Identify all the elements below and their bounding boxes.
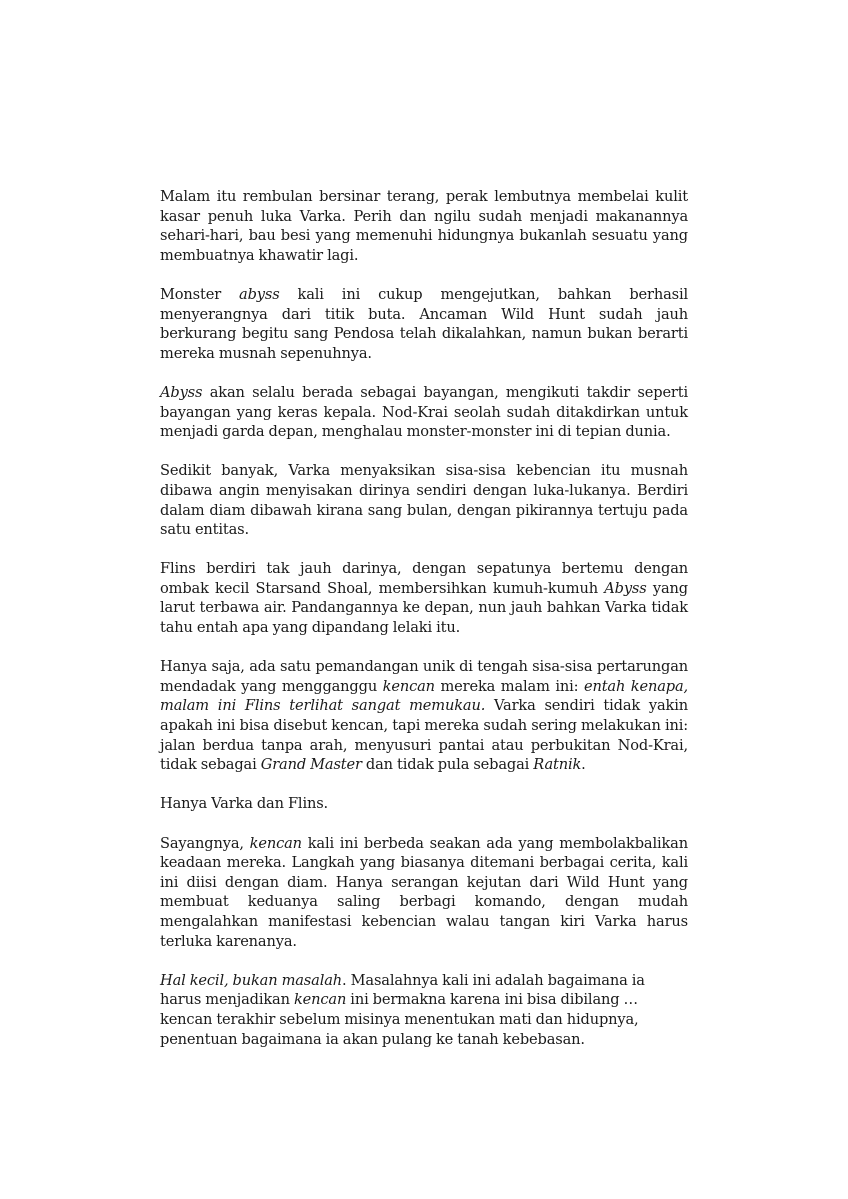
italic-text: Hal kecil, bukan masalah — [160, 971, 343, 989]
paragraph-text: Flins berdiri tak jauh darinya, dengan sepatunya bertemu dengan ombak kecil Starsand Shoal, membersihkan kumuh-kumuh — [160, 560, 688, 597]
document-page — [160, 187, 688, 1069]
paragraph-2 — [160, 285, 688, 363]
italic-text: Ratnik — [533, 756, 582, 774]
italic-text: Abyss — [160, 383, 203, 401]
paragraph-text: Hanya Varka dan Flins. — [160, 795, 329, 813]
paragraph-1 — [160, 187, 688, 265]
paragraph-text: Sayangnya, — [160, 834, 250, 852]
paragraph-text: akan selalu berada sebagai bayangan, mengikuti takdir seperti bayangan yang keras kepala. Nod-Krai seolah sudah ditakdirkan untuk menjadi garda depan, menghalau monster-monster ini di tepian dunia. — [160, 383, 688, 441]
italic-text: abyss — [239, 285, 280, 303]
paragraph-text: Hanya saja, ada satu pemandangan unik di tengah sisa-sisa pertarungan mendadak yang mengganggu — [160, 658, 688, 695]
italic-text: kencan — [249, 834, 302, 852]
paragraph-4 — [160, 461, 688, 539]
italic-text: kencan — [382, 677, 435, 695]
paragraph-text: Sedikit banyak, Varka menyaksikan sisa-sisa kebencian itu musnah dibawa angin menyisakan dirinya sendiri dengan luka-lukanya. Berdiri dalam diam dibawah kirana sang bulan, dengan pikirannya tertuju pada satu entitas. — [160, 462, 688, 539]
italic-text: entah kenapa, malam ini Flins terlihat sangat memukau. — [160, 677, 688, 715]
paragraph-text: yang larut terbawa air. Pandangannya ke depan, nun jauh bahkan Varka tidak tahu entah apa yang dipandang lelaki itu. — [160, 579, 688, 637]
paragraph-7 — [160, 794, 688, 814]
paragraph-8 — [160, 834, 688, 952]
paragraph-5 — [160, 559, 688, 637]
paragraph-6 — [160, 657, 688, 775]
paragraph-9 — [160, 971, 688, 1049]
paragraph-text: . Masalahnya kali ini adalah bagaimana ia harus menjadikan — [160, 971, 645, 1009]
italic-text: Grand Master — [260, 756, 362, 774]
paragraph-text: . — [581, 756, 586, 774]
paragraph-text: mereka malam ini: — [434, 677, 584, 695]
paragraph-text: ini bermakna karena ini bisa dibilang … kencan terakhir sebelum misinya menentukan mati dan hidupnya, penentuan bagaimana ia akan pulang ke tanah kebebasan. — [160, 991, 639, 1048]
paragraph-3 — [160, 383, 688, 442]
paragraph-text: kali ini cukup mengejutkan, bahkan berhasil menyerangnya dari titik buta. Ancaman Wild Hunt sudah jauh berkurang begitu sang Pendosa telah dikalahkan, namun bukan berarti mereka musnah sepenuhnya. — [160, 285, 688, 362]
italic-text: kencan — [293, 991, 347, 1009]
paragraph-text: Monster — [160, 285, 240, 303]
paragraph-text: kali ini berbeda seakan ada yang membolakbalikan keadaan mereka. Langkah yang biasanya ditemani berbagai cerita, kali ini diisi dengan diam. Hanya serangan kejutan dari Wild Hunt yang membuat keduanya saling berbagi komando, dengan mudah mengalahkan manifestasi kebencian walau tangan kiri Varka harus terluka karenanya. — [160, 834, 688, 950]
paragraph-text: dan tidak pula sebagai — [361, 756, 534, 774]
italic-text: Abyss — [604, 579, 647, 597]
paragraph-text: Varka sendiri tidak yakin apakah ini bisa disebut kencan, tapi mereka sudah sering melakukan ini: jalan berdua tanpa arah, menyusuri pantai atau perbukitan Nod-Krai, tidak sebagai — [160, 697, 688, 774]
paragraph-text: Malam itu rembulan bersinar terang, perak lembutnya membelai kulit kasar penuh luka Varka. Perih dan ngilu sudah menjadi makanannya sehari-hari, bau besi yang memenuhi hidungnya bukanlah sesuatu yang membuatnya khawatir lagi. — [160, 188, 688, 264]
